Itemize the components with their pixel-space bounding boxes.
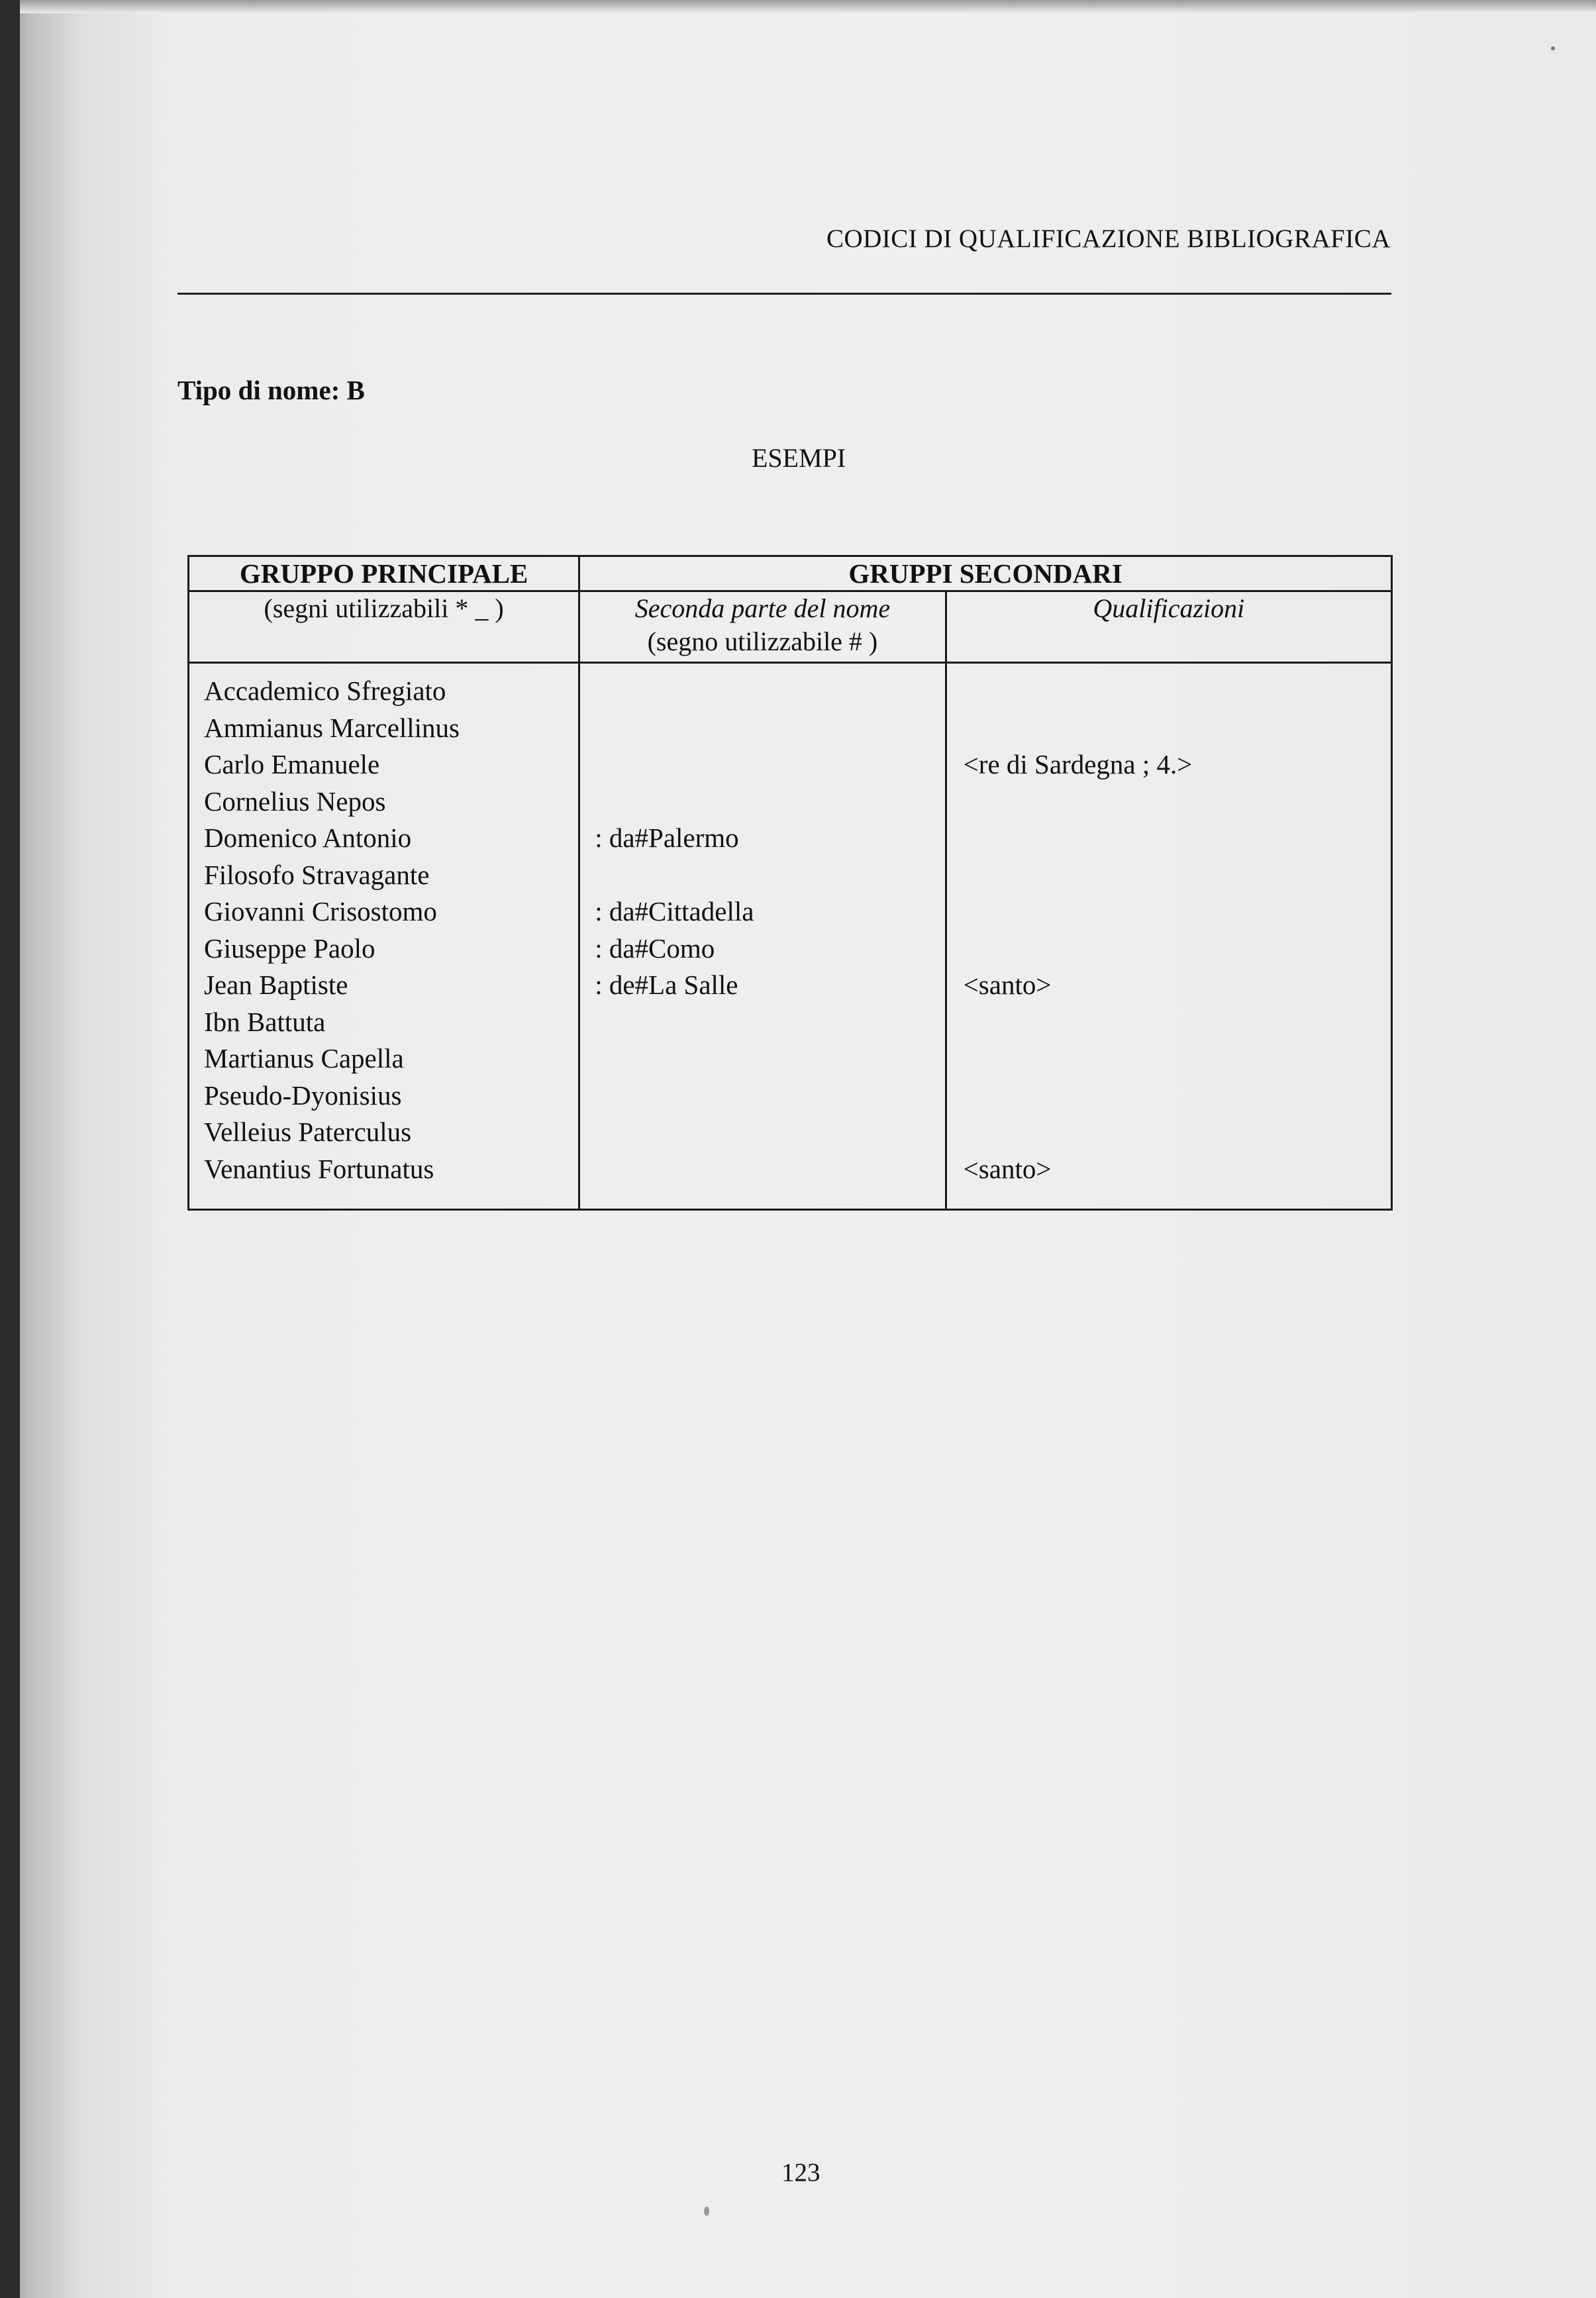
table-header-row [189,556,1392,591]
qualification-entry [947,1077,1391,1115]
qualification-entry [947,673,1391,710]
second-part-entry [580,1040,944,1077]
qualification-entry [947,893,1391,930]
subheader-second-part [579,591,946,663]
main-name-entry: Giuseppe Paolo [204,932,375,964]
main-name-entry: Jean Baptiste [204,970,348,1000]
main-name-entry: Ibn Battuta [204,1006,326,1037]
qualification-entry [947,783,1391,821]
top-edge-shadow [20,0,1596,13]
main-name-entry: Ammianus Marcellinus [204,712,460,743]
qualification-entry [947,857,1391,894]
main-name-entry: Accademico Sfregiato [204,675,446,706]
subheader-qualifications [946,591,1391,663]
qualifications-column [946,663,1391,1210]
qualification-entry: <re di Sardegna ; 4.> [963,749,1193,779]
second-part-column [579,663,946,1210]
second-part-entry: : de#La Salle [595,970,738,1000]
second-part-entry: : da#Como [595,932,715,964]
spine-shadow [0,0,20,2298]
second-part-entry [580,1077,944,1115]
header-main-group: GRUPPO PRINCIPALE [189,556,579,591]
qualification-entry: <santo> [963,970,1052,1000]
examples-table [187,555,1393,1211]
second-part-entry [580,783,944,821]
main-name-entry: Carlo Emanuele [204,749,380,779]
main-name-entry: Velleius Paterculus [204,1117,412,1147]
main-group-column [189,663,579,1210]
main-name-entry: Giovanni Crisostomo [204,896,437,926]
qualification-entry [947,820,1391,857]
speck [704,2207,709,2216]
qualification-entry [947,930,1391,968]
main-name-entry: Cornelius Nepos [204,785,386,817]
second-part-entry [580,1151,944,1188]
qualifications-title: Qualificazioni [1093,593,1245,623]
second-part-entry [580,746,944,783]
second-part-entry [580,1004,944,1041]
main-name-entry: Domenico Antonio [204,823,412,853]
main-name-entry: Pseudo-Dyonisius [204,1079,402,1111]
second-part-entry [580,1114,944,1151]
main-signs-text: (segni utilizzabili * _ ) [264,593,504,623]
running-head: CODICI DI QUALIFICAZIONE BIBLIOGRAFICA [826,225,1391,253]
main-name-entry: Filosofo Stravagante [204,859,430,890]
qualification-entry [947,1004,1391,1041]
second-part-entry: : da#Palermo [595,823,739,853]
header-rule [177,293,1391,295]
qualification-entry: <santo> [963,1153,1052,1184]
main-name-entry: Martianus Capella [204,1043,404,1074]
second-part-entry: : da#Cittadella [595,896,754,926]
examples-label: ESEMPI [752,443,846,473]
table-subheader-row [189,591,1392,663]
qualification-entry [947,710,1391,747]
main-name-entry: Venantius Fortunatus [204,1153,434,1184]
second-part-title: Seconda parte del nome [634,593,891,623]
section-title: Tipo di nome: B [177,375,365,405]
subheader-main-signs [189,591,579,663]
second-part-entry [580,857,944,894]
second-part-entry [580,710,944,747]
page-number: 123 [781,2158,821,2187]
qualification-entry [947,1114,1391,1151]
qualification-entry [947,1040,1391,1077]
table-body-row [189,663,1392,1210]
speck [1551,46,1555,50]
second-part-entry [580,673,944,710]
second-part-sign: (segno utilizzabile # ) [647,626,878,656]
header-secondary-groups: GRUPPI SECONDARI [579,556,1392,591]
